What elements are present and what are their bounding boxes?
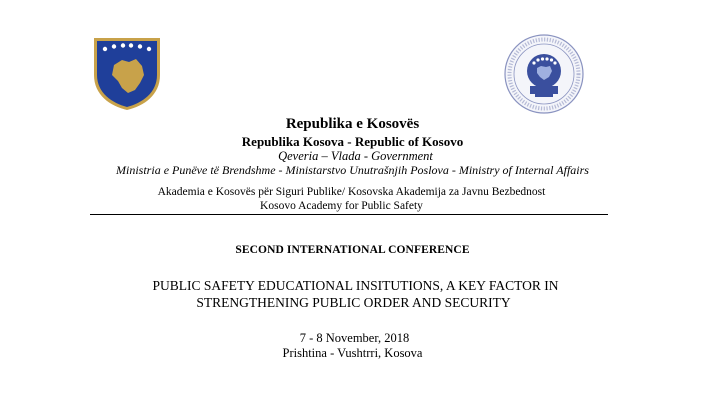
header-divider bbox=[90, 214, 608, 215]
kosovo-coat-of-arms-icon bbox=[92, 35, 162, 111]
country-title: Republika e Kosovës bbox=[285, 116, 420, 132]
conference-title: SECOND INTERNATIONAL CONFERENCE bbox=[235, 244, 470, 256]
conference-date: 7 - 8 November, 2018 bbox=[299, 331, 410, 345]
country-multilingual: Republika Kosova - Republic of Kosovo bbox=[241, 134, 464, 149]
academy-english-name: Kosovo Academy for Public Safety bbox=[260, 200, 423, 212]
conference-location: Prishtina - Vushtrri, Kosova bbox=[282, 346, 423, 360]
conference-theme-line-2: STRENGTHENING PUBLIC ORDER AND SECURITY bbox=[196, 295, 511, 310]
conference-theme-line-1: PUBLIC SAFETY EDUCATIONAL INSITUTIONS, A KEY FACTOR IN bbox=[152, 278, 559, 293]
academy-seal-icon bbox=[503, 33, 585, 115]
ministry-line: Ministria e Punëve të Brendshme - Ministarstvo Unutrašnjih Poslova - Ministry of Internal Affairs bbox=[116, 163, 589, 177]
academy-local-name: Akademia e Kosovës për Siguri Publike/ Kosovska Akademija za Javnu Bezbednost bbox=[157, 186, 546, 198]
government-line: Qeveria – Vlada - Government bbox=[278, 149, 433, 163]
